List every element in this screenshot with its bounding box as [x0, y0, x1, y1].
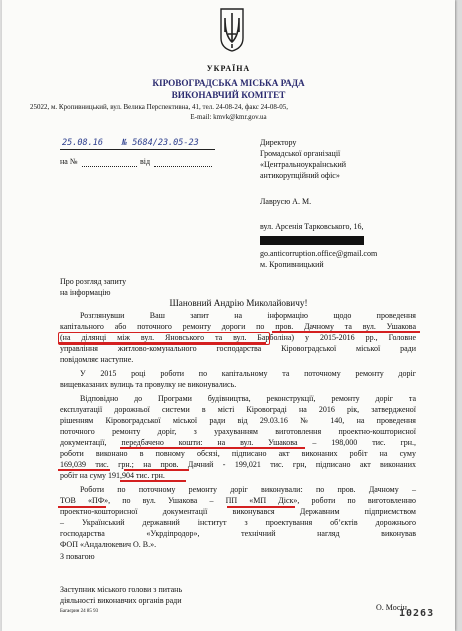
paragraph-3-line: роботи виконано в повному обсязі, підписано акт виконаних робіт на суму: [60, 449, 416, 458]
recipient-email: go.anticorruption.office@gmail.com: [260, 249, 378, 258]
paragraph-4-line: Роботи по поточному ремонту доріг виконували: по пров. Дачному –: [80, 485, 416, 494]
highlight-underline: [58, 506, 106, 508]
highlight-underline: [58, 469, 110, 471]
coat-of-arms-icon: [220, 8, 244, 52]
subject-line-2: на інформацію: [60, 288, 111, 297]
registration-number: № 5684/23.05-23: [122, 138, 199, 148]
paragraph-2-line: вищевказаних вулиць та провулку не виконувались.: [60, 380, 237, 389]
paragraph-1-line: (на ділянці між вул. Яновського та вул. Барболіна) у 2015-2016 рр., Головне: [60, 333, 416, 342]
council-heading: КІРОВОГРАДСЬКА МІСЬКА РАДА: [152, 78, 305, 88]
recipient-line-4: антикорупційний офіс»: [260, 171, 340, 180]
document-page: [2, 0, 455, 631]
paragraph-1-line: повідомляє наступне.: [60, 355, 134, 364]
paragraph-3-line: документації, передбачено кошти: на вул. Ушакова – 198,000 тис. грн.,: [60, 438, 416, 447]
reply-to-label: на №: [60, 157, 78, 166]
closing: З повагою: [60, 552, 95, 561]
paragraph-4-line: проектно-кошторисної документації виконувався Державним підприємством: [60, 507, 416, 516]
signatory-name: О. Мосін: [376, 603, 407, 612]
highlight-underline: [272, 331, 420, 333]
salutation: Шановний Андрію Миколайовичу!: [169, 298, 308, 308]
paragraph-1-line: Розглянувши Ваш запит на інформацію щодо проведення: [80, 311, 416, 320]
executor-note: Багаєрин 24 85 93: [60, 609, 99, 614]
paragraph-3-line: 169,039 тис. грн.; на пров. Дачний - 199,021 тис. грн, підписано акт виконаних: [60, 460, 416, 469]
header-email: E-mail: kmvk@kmr.gov.ua: [190, 113, 267, 121]
recipient-name: Лаврусю А. М.: [260, 197, 312, 206]
reply-date-label: від: [140, 157, 151, 166]
reply-to-line: [82, 166, 137, 167]
recipient-city: м. Кропивницький: [260, 260, 324, 269]
committee-heading: ВИКОНАВЧИЙ КОМІТЕТ: [171, 90, 286, 100]
paragraph-4-line: – Український державний інститут з проектування об’єктів дорожнього: [60, 518, 416, 527]
paragraph-3-line: експлуатації дорожньої системи в місті Кіровограді на 2016 рік, затвердженої: [60, 405, 416, 414]
highlight-underline: [120, 480, 186, 482]
recipient-line-3: «Центральноукраїнський: [260, 160, 347, 169]
highlight-underline: [120, 447, 305, 449]
paragraph-4-line: ТОВ «ПФ», по вул. Ушакова – ПП «МП Діск», роботи по виготовленню: [60, 496, 416, 505]
subject-line-1: Про розгляд запиту: [60, 277, 127, 286]
paragraph-4-line: ФОП «Андалюкевич О. В.».: [60, 540, 157, 549]
country-heading: УКРАЇНА: [206, 64, 251, 73]
highlight-box: [58, 332, 270, 345]
highlight-underline: [227, 506, 295, 508]
reply-date-line: [154, 166, 212, 167]
header-address: 25022, м. Кропивницький, вул. Велика Перспективна, 41, тел. 24-08-24, факс 24-08-05,: [30, 103, 288, 111]
paragraph-1-line: управління житлово-комунального господарства Кіровоградської міської ради: [60, 344, 416, 353]
recipient-street: вул. Арсенія Тарковського, 16,: [260, 222, 364, 231]
signatory-position-2: діяльності виконавчих органів ради: [60, 596, 182, 605]
paragraph-1-line: капітального або поточного ремонту дороги по пров. Дачному та вул. Ушакова: [60, 322, 416, 331]
paragraph-2-line: У 2015 році роботи по капітальному та поточному ремонту доріг: [80, 369, 416, 378]
registration-underline: [60, 149, 215, 150]
paragraph-3-line: Відповідно до Програми будівництва, реконструкції, ремонту доріг та: [80, 394, 416, 403]
paragraph-3-line: поточного ремонту доріг, з урахуванням виготовлення проектно-кошторисної: [60, 427, 416, 436]
paragraph-3-line: робіт на суму 191,904 тис. грн.: [60, 471, 165, 480]
highlight-underline: [124, 469, 189, 471]
redacted-block: [260, 236, 364, 245]
paragraph-3-line: рішенням Кіровоградської міської ради від 29.03.16 № 140, на проведення: [60, 416, 416, 425]
recipient-line-1: Директору: [260, 138, 297, 147]
paragraph-4-line: господарства «Укрдіпродор», технічний нагляд виконував: [60, 529, 416, 538]
recipient-line-2: Громадської організації: [260, 149, 341, 158]
document-number-stamp: 10263: [399, 608, 435, 619]
signatory-position-1: Заступник міського голови з питань: [60, 585, 183, 594]
registration-date: 25.08.16: [62, 138, 103, 148]
